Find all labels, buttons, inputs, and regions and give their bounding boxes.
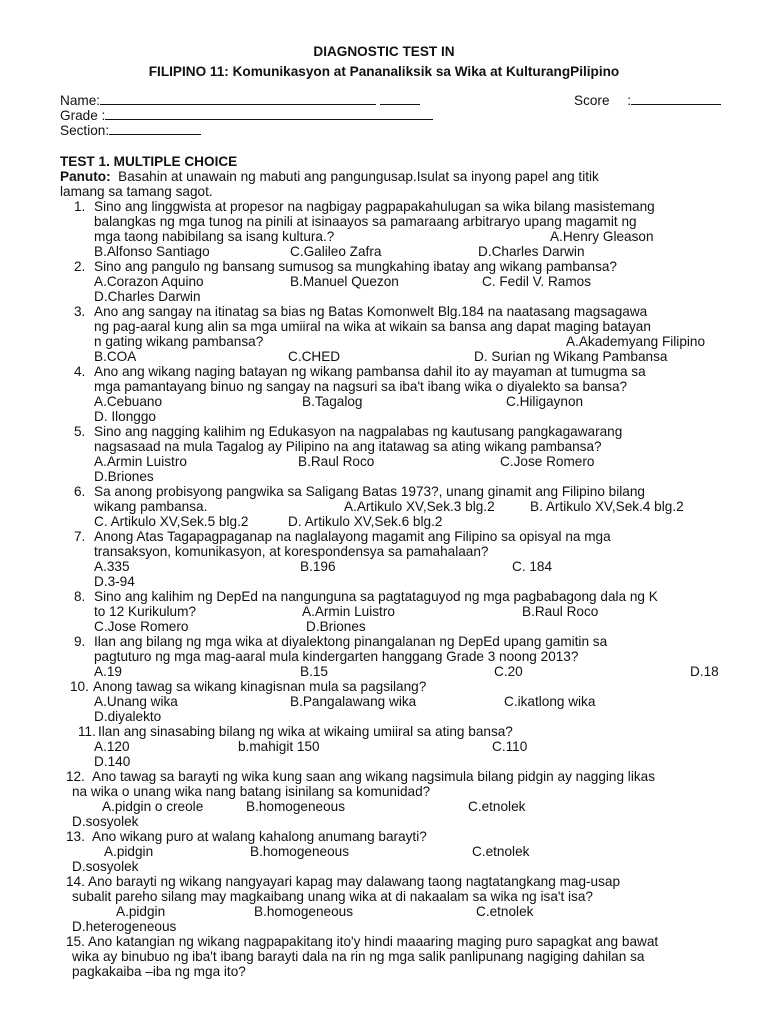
question-9-text-line2: pagtuturo ng mga mag-aaral mula kindergarten hanggang Grade 3 noong 2013? [94, 649, 579, 664]
question-7-text-line1: Anong Atas Tagapagpaganap na naglalayong magamit ang Filipino sa opisyal na mga [94, 529, 611, 544]
question-5-text-line1: Sino ang nagging kalihim ng Edukasyon na nagpalabas ng kautusang pangkagawarang [94, 424, 623, 439]
question-13-number: 13. [66, 829, 85, 844]
q3-option-a[interactable]: A.Akademyang Filipino [566, 334, 706, 349]
question-5-number: 5. [74, 424, 86, 439]
question-3-number: 3. [74, 304, 86, 319]
question-13-text-line1: Ano wikang puro at walang kahalong anumang barayti? [92, 829, 427, 844]
q12-option-b[interactable]: B.homogeneous [246, 799, 346, 814]
score-blank[interactable] [631, 92, 721, 105]
q8-option-c[interactable]: C.Jose Romero [94, 619, 189, 634]
name-field[interactable] [60, 92, 420, 108]
question-8-number: 8. [74, 589, 86, 604]
grade-label: Grade : [60, 108, 106, 123]
question-15-text-line3: pagkakaiba –iba ng mga ito? [72, 964, 246, 979]
section-field[interactable] [60, 122, 201, 138]
q2-option-d[interactable]: D.Charles Darwin [94, 289, 201, 304]
q4-option-b[interactable]: B.Tagalog [302, 394, 363, 409]
question-1 [74, 199, 85, 214]
question-4-text-line1: Ano ang wikang naging batayan ng wikang pambansa dahil ito ay mayaman at tumugma sa [94, 364, 646, 379]
q14-option-c[interactable]: C.etnolek [476, 904, 534, 919]
doc-subtitle: FILIPINO 11: Komunikasyon at Pananaliksik sa Wika at KulturangPilipino [148, 64, 620, 79]
question-6-text-line1: Sa anong probisyong pangwika sa Saligang Batas 1973?, unang ginamit ang Filipino bilang [94, 484, 645, 499]
question-6-number: 6. [74, 484, 86, 499]
question-7-text-line2: transaksyon, komunikasyon, at korespondensya sa pamahalaan? [94, 544, 489, 559]
q4-option-a[interactable]: A.Cebuano [94, 394, 163, 409]
question-14-number: 14. [66, 874, 85, 889]
question-14-text-line1: Ano barayti ng wikang nangyayari kapag may dalawang taong nagtatangkang mag-usap [88, 874, 621, 889]
q9-option-b[interactable]: B.15 [300, 664, 328, 679]
q5-option-b[interactable]: B.Raul Roco [298, 454, 375, 469]
name-blank-extra[interactable] [380, 92, 420, 105]
q1-option-c[interactable]: C.Galileo Zafra [290, 244, 382, 259]
q14-option-d[interactable]: D.heterogeneous [72, 919, 177, 934]
q6-option-a[interactable]: A.Artikulo XV,Sek.3 blg.2 [344, 499, 495, 514]
question-12-number: 12. [66, 769, 85, 784]
question-11-number: 11. [78, 724, 96, 739]
question-9-text-line1: Ilan ang bilang ng mga wika at diyalektong pinangalanan ng DepEd upang gamitin sa [94, 634, 608, 649]
panuto-text: Basahin at unawain ng mabuti ang pangungusap.Isulat sa inyong papel ang titik [118, 169, 599, 184]
q7-option-d[interactable]: D.3-94 [94, 574, 135, 589]
q7-option-c[interactable]: C. 184 [512, 559, 553, 574]
q3-option-c[interactable]: C.CHED [288, 349, 341, 364]
q14-option-b[interactable]: B.homogeneous [254, 904, 354, 919]
test-heading: TEST 1. MULTIPLE CHOICE [60, 154, 238, 169]
question-4-text-line2: mga pamantayang binuo ng sangay na nagsuri sa iba't ibang wika o diyalekto sa bansa? [94, 379, 628, 394]
question-9-number: 9. [74, 634, 86, 649]
q1-option-a[interactable]: A.Henry Gleason [550, 229, 654, 244]
q11-option-c[interactable]: C.110 [492, 739, 528, 754]
question-12-text-line2: na wika o unang wika nang batang isinilang sa komunidad? [72, 784, 431, 799]
q5-option-d[interactable]: D.Briones [94, 469, 154, 484]
panuto-label: Panuto: [60, 169, 111, 184]
question-1-text-line2: balangkas ng mga tunog na pinili at isinaayos sa pamaraang arbitraryo upang magamit ng [94, 214, 637, 229]
q11-option-a[interactable]: A.120 [94, 739, 130, 754]
grade-blank[interactable] [105, 107, 433, 120]
q7-option-b[interactable]: B.196 [300, 559, 336, 574]
q6-option-d[interactable]: D. Artikulo XV,Sek.6 blg.2 [288, 514, 443, 529]
q6-option-c[interactable]: C. Artikulo XV,Sek.5 blg.2 [94, 514, 249, 529]
q8-option-a[interactable]: A.Armin Luistro [302, 604, 395, 619]
q2-option-b[interactable]: B.Manuel Quezon [290, 274, 399, 289]
q9-option-a[interactable]: A.19 [94, 664, 122, 679]
question-14-text-line2: subalit pareho silang may magkaibang unang wika at di nakaalam sa wika ng isa't isa? [72, 889, 593, 904]
question-5-text-line2: nagsasaad na mula Tagalog ay Pilipino na ang itatawag sa ating wikang pambansa? [94, 439, 602, 454]
q1-option-d[interactable]: D.Charles Darwin [478, 244, 585, 259]
question-15-text-line1: Ano katangian ng wikang nagpapakitang ito'y hindi maaaring maging puro sapagkat ang bawat [88, 934, 659, 949]
question-8-text-line2: to 12 Kurikulum? [94, 604, 197, 619]
q13-option-a[interactable]: A.pidgin [104, 844, 154, 859]
question-12-text-line1: Ano tawag sa barayti ng wika kung saan ang wikang nagsimula bilang pidgin ay nagging likas [92, 769, 655, 784]
q3-option-b[interactable]: B.COA [94, 349, 137, 364]
q12-option-d[interactable]: D.sosyolek [72, 814, 139, 829]
instructions [60, 169, 599, 184]
question-11-text-line1: Ilan ang sinasabing bilang ng wika at wikaing umiiral sa ating bansa? [98, 724, 513, 739]
q11-option-d[interactable]: D.140 [94, 754, 131, 769]
question-8-text-line1: Sino ang kalihim ng DepEd na nangunguna sa pagtataguyod ng mga pagbabagong dala ng K [94, 589, 658, 604]
question-15-text-line2: wika ay binubuo ng iba't ibang barayti dala na rin ng mga salik panlipunang nagiging dahilan sa [72, 949, 645, 964]
question-3-text-line2: ng pag-aaral kung alin sa mga umiiral na wika at wikain sa bansa ang dapat maging batayan [94, 319, 651, 334]
question-7-number: 7. [74, 529, 86, 544]
question-3-text-line3: n gating wikang pambansa? [94, 334, 264, 349]
q10-option-b[interactable]: B.Pangalawang wika [290, 694, 417, 709]
q8-option-b[interactable]: B.Raul Roco [522, 604, 599, 619]
q2-option-c[interactable]: C. Fedil V. Ramos [482, 274, 592, 289]
doc-title: DIAGNOSTIC TEST IN [313, 44, 455, 59]
q6-option-b[interactable]: B. Artikulo XV,Sek.4 blg.2 [530, 499, 684, 514]
question-number: 1. [74, 199, 86, 214]
q10-option-a[interactable]: A.Unang wika [94, 694, 178, 709]
question-4-number: 4. [74, 364, 86, 379]
question-6-text-line2: wikang pambansa. [94, 499, 208, 514]
q14-option-a[interactable]: A.pidgin [116, 904, 166, 919]
q1-option-b[interactable]: B.Alfonso Santiago [94, 244, 210, 259]
question-1-text-line3: mga taong nabibilang sa isang kultura.? [94, 229, 335, 244]
q13-option-b[interactable]: B.homogeneous [250, 844, 350, 859]
q2-option-a[interactable]: A.Corazon Aquino [94, 274, 204, 289]
question-1-text-line1: Sino ang linggwista at propesor na nagbigay pagpapakahulugan sa wika bilang masistemang [94, 199, 655, 214]
question-3-text-line1: Ano ang sangay na itinatag sa bias ng Batas Komonwelt Blg.184 na naatasang magsagawa [94, 304, 648, 319]
question-2-text-line1: Sino ang pangulo ng bansang sumusog sa mungkahing ibatay ang wikang pambansa? [94, 259, 617, 274]
q4-option-d[interactable]: D. Ilonggo [94, 409, 156, 424]
q7-option-a[interactable]: A.335 [94, 559, 130, 574]
name-blank[interactable] [100, 92, 376, 105]
question-10-text-line1: Anong tawag sa wikang kinagisnan mula sa pagsilang? [93, 679, 427, 694]
q10-option-c[interactable]: C.ikatlong wika [504, 694, 596, 709]
question-2-number: 2. [74, 259, 86, 274]
q10-option-d[interactable]: D.diyalekto [94, 709, 162, 724]
score-sep: : [627, 93, 632, 108]
section-label: Section: [60, 123, 110, 138]
q3-option-d[interactable]: D. Surian ng Wikang Pambansa [474, 349, 668, 364]
section-blank[interactable] [109, 122, 201, 135]
q13-option-d[interactable]: D.sosyolek [72, 859, 139, 874]
q9-option-c[interactable]: C.20 [494, 664, 523, 679]
q13-option-c[interactable]: C.etnolek [472, 844, 530, 859]
q5-option-c[interactable]: C.Jose Romero [500, 454, 595, 469]
score-label: Score [574, 93, 610, 108]
q12-option-c[interactable]: C.etnolek [468, 799, 526, 814]
question-15-number: 15. [66, 934, 85, 949]
q4-option-c[interactable]: C.Hiligaynon [506, 394, 584, 409]
q8-option-d[interactable]: D.Briones [306, 619, 366, 634]
name-label: Name: [60, 93, 101, 108]
q9-option-d[interactable]: D.18 [690, 664, 719, 679]
q5-option-a[interactable]: A.Armin Luistro [94, 454, 187, 469]
grade-field[interactable] [60, 107, 433, 123]
q12-option-a[interactable]: A.pidgin o creole [102, 799, 204, 814]
instructions-cont: lamang sa tamang sagot. [60, 184, 213, 199]
score-field[interactable] [574, 92, 721, 108]
q11-option-b[interactable]: b.mahigit 150 [238, 739, 320, 754]
question-10-number: 10. [70, 679, 89, 694]
